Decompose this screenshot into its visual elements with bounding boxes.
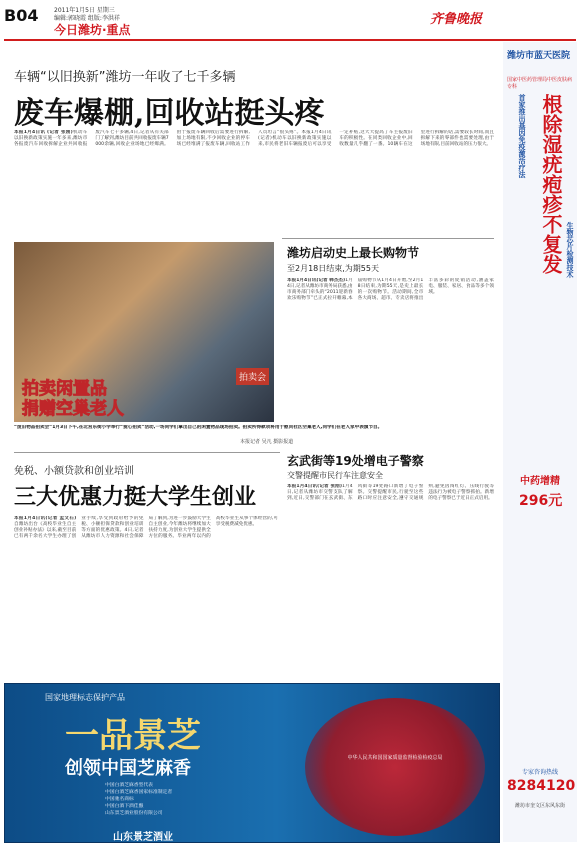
story4-body-text: 1月4日,记者从潍坊市交警支队了解到,近日,交警部门在玄武街、东风街等19处路口新增了电子警察。交警提醒市民,行驶至这些路口时应注意安全,遵守交通规则,避免因闯红灯、压线行驶等违法行为被电子警察抓拍。新增的电子警察已于近日正式启用。: [287, 484, 494, 501]
ad-line: 中国白酒芝麻香国家标准制定者: [105, 790, 173, 795]
story2-body: [287, 278, 494, 418]
story3-kicker: 免税、小额贷款和创业培训: [14, 466, 134, 477]
header-rule: [4, 39, 576, 41]
tagline: 生物芯片检测技术: [566, 222, 574, 278]
page-header: [0, 0, 580, 40]
school-auction-photo: [14, 242, 274, 422]
story4-body: [287, 484, 494, 678]
story2-subhead: 至2月18日结束,为期55天: [287, 264, 379, 273]
hospital-small-text: 首家推出基因免疫激活疗法: [518, 94, 526, 178]
medicine-price: 296元: [519, 493, 563, 509]
hospital-sidebar-ad: [503, 42, 577, 842]
story2-body-text: 1月4日,记者从潍坊市商务局获悉,由市商务部门牵头的“2011迎新春欢乐购物节”已正式拉开帷幕,本届购物节从1月4日开始,至2月18日结束,为期55天,是史上最长的一次购物节。活动期间,全市各大商场、超市、专卖店将推出丰富多彩的促销活动,涵盖家电、服装、家居、食品等多个领域。: [287, 278, 494, 301]
story1-body: [14, 130, 494, 230]
story3-body-text: 自潍坊出台《高校毕业生自主创业补贴办法》以来,截至目前已有两千余名大学生办理了创业手续,享受到政府给予的免税、小额担保贷款和创业培训等方面的优惠政策。4日,记者从潍坊市人力资源和社会保障局了解到,为进一步鼓励大学生自主创业,今年潍坊将继续加大扶持力度,为创业大学生提供全方位的服务。毕业两年以内的高校毕业生从事个体经营的,可享受税费减免优惠。: [14, 516, 278, 539]
ad-slogan: 创领中国芝麻香: [65, 758, 191, 779]
ad-top-label: 国家地理标志保护产品: [45, 693, 125, 702]
photo-overlay-line2: 捐赠空巢老人: [22, 399, 124, 419]
story4-byline: 本报1月4日讯(记者 张刚): [287, 484, 342, 489]
story1-headline: 废车爆棚,回收站挺头疼: [14, 96, 325, 131]
story4-headline: 玄武街等19处增电子警察: [287, 454, 424, 468]
stamp-sign: 拍卖会: [236, 368, 269, 385]
page-number: B04: [4, 6, 39, 25]
story2-divider: [282, 238, 494, 239]
story2-headline: 潍坊启动史上最长购物节: [287, 246, 420, 260]
liquor-ad: [4, 683, 500, 843]
phone-number: 8284120: [507, 778, 576, 794]
story3-headline: 三大优惠力挺大学生创业: [14, 484, 257, 510]
date-line: 2011年1月5日 星期三: [54, 7, 115, 14]
hospital-sub: 国家中医药管理局中医皮肤病专科: [507, 77, 573, 90]
ad-line: 中国驰名商标: [105, 797, 134, 802]
editor-line: 编辑:郭晓霞 组版:李洪祥: [54, 15, 120, 22]
ad-lines: [105, 782, 172, 817]
story1-body-text: 机动车以旧换新政策实施一年多来,潍坊市各报废汽车回收拆解企业共回收报废汽车七千多辆,4日,记者从有关部门了解到,潍坊目前共回收报废车辆7000余辆,回收企业场地已经爆满。由于报废车辆回收后需要进行拆解,加上场地有限,不少回收企业的停车场已经堆满了报废车辆,回收站工作人员坦言“很头疼”。本报1月4日讯(记者)机动车以旧换新政策实施以来,市民将老旧车辆报废后可以享受一定补贴,这大大提高了车主报废旧车的积极性。在同类回收企业中,回收数量几乎翻了一番。10辆车在这里进行拆解的话,需要较长时间,而且拆解下来的零部件也需要处理,由于场地有限,目前回收站的压力很大。: [14, 130, 494, 147]
section-title: 今日潍坊·重点: [54, 23, 131, 37]
story4-subhead: 交警提醒市民行车注意安全: [287, 471, 383, 480]
photo-caption: “废旧物品拍卖会”1月3日下午,在北宫东街小学举行“爱心拍卖”活动,一场同学们拿出自己的闲置物品现场拍卖。拍卖所得款项将用于慰问社区空巢老人,同学们在老人家中表演节目。: [14, 425, 383, 430]
photo-overlay-line1: 拍卖闲置品: [22, 379, 107, 399]
story1-byline: 本报1月4日讯 (记者 张刚): [14, 130, 73, 135]
ad-people-text: 中华人民共和国国家质量监督检验检疫总局: [347, 755, 443, 761]
story2-byline: 本报1月4日讯(记者 韩杰杰): [287, 278, 346, 283]
story3-body: [14, 516, 278, 678]
ad-company: 山东景芝酒业: [113, 832, 173, 843]
hospital-address: 潍坊市奎文区东风东街: [514, 803, 565, 809]
cure-title: 根除湿疣疱疹不复发: [539, 94, 563, 274]
medicine-name: 中药增精: [520, 476, 560, 487]
photo-credit: 本报记者 吴凡 摄影报道: [240, 439, 294, 445]
phone-label: 专家咨询热线: [521, 769, 558, 776]
story1-kicker: 车辆“以旧换新”潍坊一年收了七千多辆: [14, 70, 236, 85]
ad-brand: 一品景芝: [65, 716, 201, 756]
story3-divider: [14, 452, 280, 453]
masthead-logo: 齐鲁晚报: [430, 12, 483, 27]
hospital-name: 潍坊市蓝天医院: [507, 51, 571, 61]
ad-bottle-graphic: [305, 698, 485, 836]
ad-line: 中国白酒芝麻香型代表: [105, 783, 153, 788]
ad-line: 山东景芝酒业股份有限公司: [105, 811, 163, 816]
story3-byline: 本报1月4日讯(记者 孟文石): [14, 516, 77, 521]
ad-line: 中国白酒下酒佳酿: [105, 804, 144, 809]
